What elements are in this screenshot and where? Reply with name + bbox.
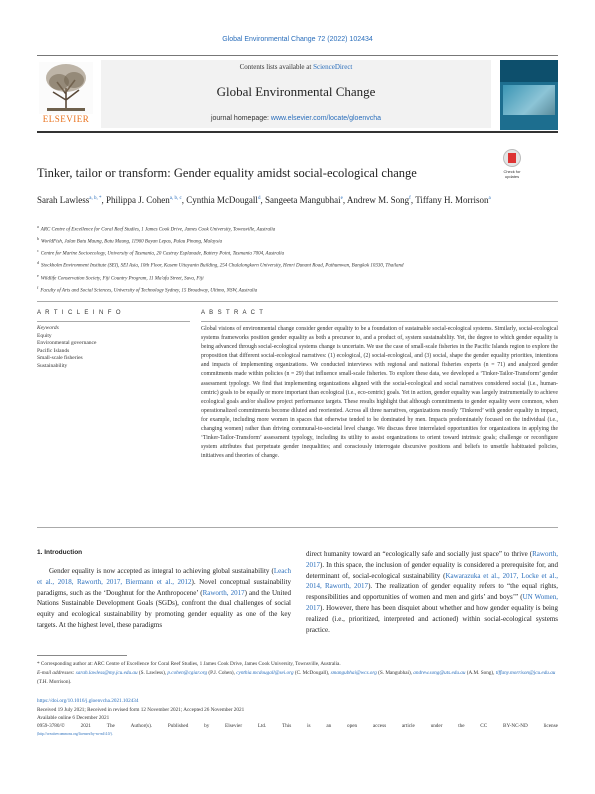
author-list	[37, 192, 558, 207]
email-owner: (P.J. Cohen),	[207, 670, 237, 676]
article-title: Tinker, tailor or transform: Gender equality amidst social-ecological change	[37, 166, 417, 180]
email-addresses	[37, 669, 558, 687]
author-name[interactable]: Sangeeta Mangubhai	[264, 195, 341, 205]
sciencedirect-link[interactable]: ScienceDirect	[313, 63, 353, 71]
license-word: This	[282, 723, 292, 729]
citation-link[interactable]: UN Women, 2017	[306, 593, 558, 612]
author-name[interactable]: Sarah Lawless	[37, 195, 90, 205]
license-word: access	[372, 723, 387, 729]
journal-reference-link[interactable]: Global Environmental Change 72 (2022) 102434	[222, 36, 373, 43]
license-word: 2021	[80, 723, 92, 729]
affiliation-text: Centre for Marine Socioecology, University of Tasmania, 20 Castray Esplanade, Battery Point, Tasmania 7004, Australia	[40, 251, 285, 257]
abstract-text: Global visions of environmental change consider gender equality to be a foundation of sustainable social-ecological systems. Similarly, social-ecological systems frameworks position gender equality as both a precursor to, and a product of, system sustainability. Yet, the degree to which gender equality is being advanced through social-ecological systems change is uncertain. We use the case of small-scale fisheries in the Pacific Islands region to explore the proposition that different social-ecological narratives: (1) ecological, (2) social-ecological, and (3) social, shape the gender equality priorities, intentions and impacts of implementing organizations. We conducted interviews with regional and national fisheries experts (n = 71) and analyzed gender commitments made within policies (n = 29) that influence small-scale fisheries. To explore these data, we developed a ‘Tinker-Tailor-Transform’ gender assessment typology. We find that implementing organizations aligned with the social-ecological and social narratives considered social (i.e., human-centric) goals to be equally or more important than ecological (i.e., eco-centric) goals. Yet in action, gender equality was largely instrumentally to achieve ecological goals and/or shallow project performance targets. These results highlight that although commitments to gender equality were common, when operationalized commitments become diluted and reoriented. Across all three narratives, organizations mostly ‘Tinkered’ with gender equality in impact, for example, including more women in spaces that otherwise tended to be dominated by men. Impacts predominately focused on the individual (i.e., changing women) rather than driving communal-to-societal level change. We discuss three interrelated opportunities for organizations in applying the ‘Tinker-Tailor-Transform’ assessment typology, including its utility to assist organizations to orient toward intrinsic goals; challenge or reconfigure system attributes that perpetuate gender inequalities; and consciously interrogate discursive positions and beliefs to unsettle habituated policies, initiatives and theories of change.	[201, 326, 558, 460]
doi-link[interactable]: https://doi.org/10.1016/j.gloenvcha.2021.102434	[37, 698, 139, 704]
author-separator: ,	[410, 195, 416, 205]
journal-title: Global Environmental Change	[216, 84, 376, 99]
author-name[interactable]: Philippa J. Cohen	[105, 195, 170, 205]
contents-prefix: Contents lists available at	[239, 63, 314, 71]
check-updates-label: Check for updates	[503, 169, 521, 179]
license-word: BY-NC-ND	[502, 723, 528, 729]
affiliation-letter: d	[37, 260, 39, 266]
contents-available-line	[101, 63, 491, 71]
license-statement	[37, 723, 558, 729]
email-owner: (A.M. Song),	[465, 670, 496, 676]
email-label: E-mail addresses:	[37, 670, 76, 676]
keyword-item: Equity	[37, 332, 52, 339]
body-text: ). However, there has been disquiet about whether and how gender equality is being realized (i.e., prioritized, interpreted and actioned) within social-ecological systems practice.	[306, 603, 558, 634]
author-affiliation-marks[interactable]: d	[257, 196, 261, 201]
email-owner: (S. Mangubhai),	[376, 670, 414, 676]
affiliation-letter: e	[37, 272, 39, 278]
email-owner: (T.H. Morrison).	[37, 679, 72, 685]
author-name[interactable]: Andrew M. Song	[346, 195, 410, 205]
author-name[interactable]: Tiffany H. Morrison	[415, 195, 489, 205]
email-link[interactable]: cynthia.mcdougall@sei.org	[236, 670, 294, 676]
check-for-updates-button[interactable]	[497, 149, 527, 185]
license-word: by	[204, 723, 210, 729]
affiliation-text: Stockholm Environment Institute (SEI), SEI Asia, 10th Floor, Kasem Uttayanin Building, 254 Chulalongkorn University, Henri Dunant Road, Pathumwan, Bangkok 10330, Thailand	[41, 264, 404, 270]
affiliation-letter: f	[37, 284, 39, 290]
publisher-wordmark: ELSEVIER	[42, 114, 90, 124]
author-affiliation-marks[interactable]: f	[409, 196, 411, 201]
divider	[201, 321, 558, 322]
affiliation-text: ARC Centre of Excellence for Coral Reef Studies, 1 James Cook Drive, James Cook University, Townsville, Australia	[40, 227, 276, 233]
author-name[interactable]: Cynthia McDougall	[186, 195, 258, 205]
keyword-item: Small-scale fisheries	[37, 355, 83, 362]
author-separator: ,	[260, 195, 265, 205]
author-separator: ,	[342, 195, 347, 205]
license-link[interactable]: (http://creativecommons.org/licenses/by-nc-nd/4.0/).	[37, 732, 113, 736]
body-text: direct humanity toward an “ecologically safe and socially just space” to thrive (	[306, 550, 533, 558]
affiliation-item	[37, 259, 558, 271]
keyword-item: Pacific Islands	[37, 347, 70, 354]
masthead-banner	[101, 60, 491, 128]
affiliation-text: WorldFish, Jalan Batu Maung, Batu Maung, 11960 Bayan Lepas, Pulau Pinang, Malaysia	[41, 239, 223, 245]
journal-homepage-link[interactable]: www.elsevier.com/locate/gloenvcha	[270, 115, 382, 122]
author-separator: ,	[181, 195, 187, 205]
affiliation-letter: a	[37, 224, 39, 229]
affiliation-item	[37, 284, 558, 296]
affiliation-item	[37, 223, 558, 235]
email-link[interactable]: p.cohen@cgiar.org	[167, 670, 208, 676]
author-affiliation-marks[interactable]: a, b, c	[169, 196, 182, 201]
intro-paragraph-right	[306, 549, 558, 635]
masthead	[37, 55, 558, 133]
license-word: CC	[480, 723, 488, 729]
divider	[37, 301, 558, 302]
affiliation-letter: b	[37, 236, 39, 242]
affiliation-letter: c	[37, 248, 39, 254]
section-heading-introduction: 1. Introduction	[37, 549, 83, 556]
homepage-prefix: journal homepage:	[210, 115, 271, 122]
keywords-list	[37, 325, 187, 371]
license-word: under	[430, 723, 443, 729]
footnote-divider	[37, 655, 127, 656]
body-text: ). In this space, the inclusion of gender equality is considered a prerequisite for, and determinant of, social-ecological sustainability (	[306, 560, 558, 580]
author-affiliation-marks[interactable]: a, b, *	[89, 196, 102, 201]
license-word: an	[326, 723, 332, 729]
corresponding-author-footnote	[37, 660, 558, 687]
license-word: the	[458, 723, 465, 729]
divider	[37, 321, 190, 322]
citation-link[interactable]: Leach et al., 2018, Raworth, 2017, Biermann et al., 2012	[37, 567, 291, 586]
body-text: ) and the United Nations Sustainable Development Goals (SGDs), confront the dual challenges of social equity and ecological sustainability by promoting gender equality as one of the key targets. At the highest level, these paradigms	[37, 588, 291, 629]
author-affiliation-marks[interactable]: a	[488, 196, 491, 201]
license-word: article	[401, 723, 415, 729]
journal-cover-image	[500, 60, 558, 130]
license-word: Author(s).	[130, 723, 153, 729]
citation-link[interactable]: Raworth, 2017	[306, 550, 558, 569]
license-word: Published	[167, 723, 189, 729]
affiliation-text: Wildlife Conservation Society, Fiji Country Program, 11 Ma'afu Street, Suva, Fiji	[40, 276, 204, 282]
citation-link[interactable]: Kawarazuka et al., 2017, Locke et al., 2014, Raworth, 2017	[306, 571, 558, 591]
keyword-item: Sustainability	[37, 362, 68, 369]
article-info-heading: A R T I C L E I N F O	[37, 310, 122, 316]
affiliation-item	[37, 272, 558, 284]
license-word: The	[106, 723, 115, 729]
license-word: open	[347, 723, 358, 729]
author-affiliation-marks[interactable]: e	[340, 196, 343, 201]
citation-link[interactable]: Raworth, 2017	[202, 588, 245, 597]
homepage-line	[101, 115, 491, 122]
intro-paragraph-left	[37, 566, 291, 631]
abstract-heading: A B S T R A C T	[201, 310, 265, 316]
body-text: ). Novel conceptual sustainability paradigms, such as the ‘Doughnut for the Anthropocene’ (	[37, 577, 291, 597]
body-text: Gender equality is now accepted as integral to achieving global sustainability (	[49, 567, 274, 575]
email-link[interactable]: andrew.song@uts.edu.au	[413, 670, 466, 676]
license-word: is	[307, 723, 311, 729]
email-link[interactable]: sarah.lawless@my.jcu.edu.au	[75, 670, 138, 676]
email-owner: (S. Lawless),	[137, 670, 168, 676]
license-word: 0959-3780/©	[37, 723, 65, 729]
author-separator: ,	[101, 195, 106, 205]
available-online-date: Available online 6 December 2021	[37, 715, 110, 721]
email-link[interactable]: tiffany.morrison@jcu.edu.au	[495, 670, 556, 676]
article-history	[37, 697, 558, 723]
received-dates: Received 19 July 2021; Received in revised form 12 November 2021; Accepted 26 November 2021	[37, 706, 245, 713]
email-link[interactable]: smangubhai@wcs.org	[330, 670, 377, 676]
check-updates-flag-icon	[508, 153, 516, 163]
keywords-label: Keywords	[37, 325, 59, 331]
corresponding-author-line: * Corresponding author at: ARC Centre of Excellence for Coral Reef Studies, 1 James Cook Drive, James Cook University, Townsville, Australia.	[37, 661, 341, 667]
affiliations	[37, 223, 558, 296]
body-text: ). The realization of gender equality refers to “the equal rights, responsibilities and opportunities of women and men and girls’ and boys’” (	[306, 582, 558, 602]
affiliation-text: Faculty of Arts and Social Sciences, University of Technology Sydney, 15 Broadway, Ultimo, NSW, Australia	[40, 288, 258, 294]
license-word: license	[543, 723, 558, 729]
keyword-item: Environmental governance	[37, 340, 97, 347]
divider	[37, 527, 558, 528]
affiliation-item	[37, 247, 558, 259]
license-word: Ltd.	[257, 723, 267, 729]
affiliation-item	[37, 235, 558, 247]
license-word: Elsevier	[225, 723, 243, 729]
email-owner: (C. McDougall),	[293, 670, 331, 676]
